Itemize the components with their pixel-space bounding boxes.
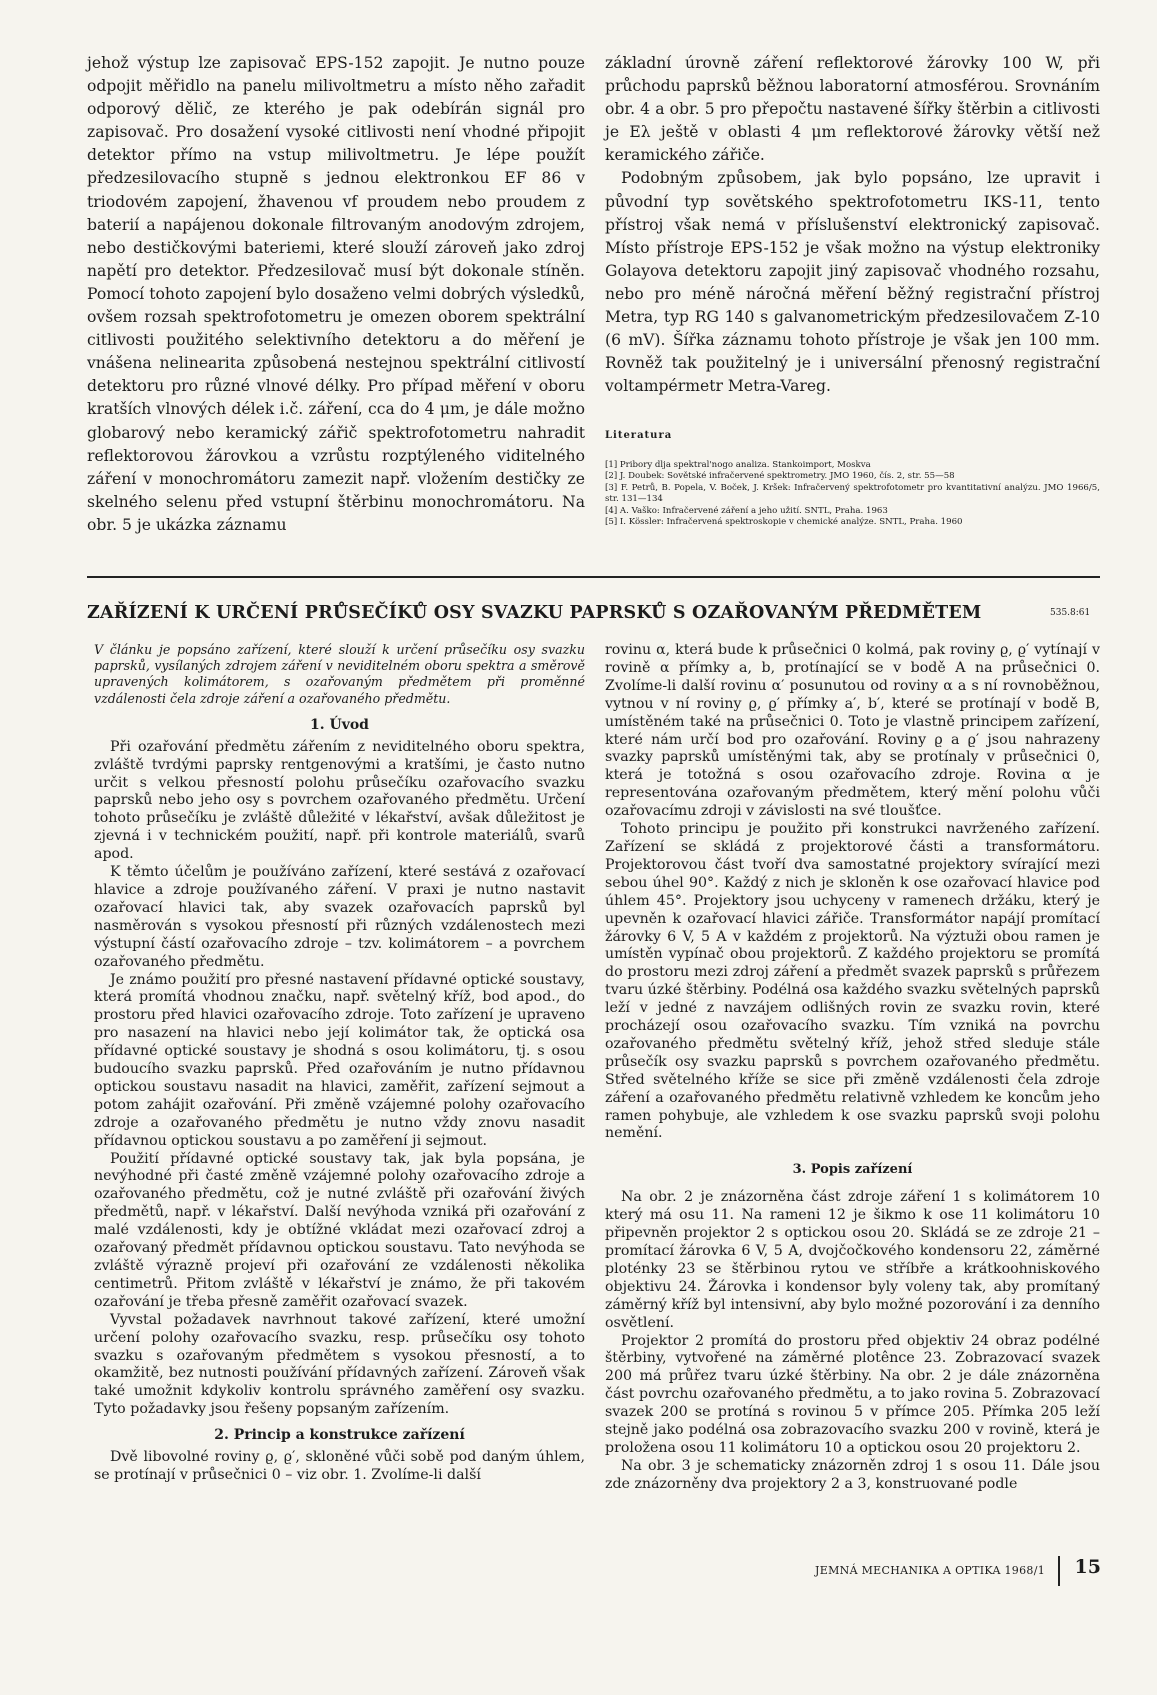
article-right-column (605, 642, 1100, 1494)
classification-code: 535.8:61 (1050, 608, 1091, 618)
paragraph: Vyvstal požadavek navrhnout takové zařízení, které umožní určení polohy ozařovacího svazku, resp. průsečíku osy tohoto svazku s ozařovaným předmětem s vysokou přesností, a to okamžitě, bez nutnosti používání přídavných zařízení. Zároveň však také umožnit kdykoliv kontrolu správného zaměření osy svazku. Tyto požadavky jsou řešeny popsaným zařízením. (94, 1311, 585, 1418)
footer-separator (1058, 1556, 1060, 1586)
reference-item: [1] Pribory dlja spektral'nogo analiza. Stankoimport, Moskva (605, 459, 871, 470)
paragraph: Dvě libovolné roviny ϱ, ϱ′, skloněné vůči sobě pod daným úhlem, se protínají v průsečnici 0 – viz obr. 1. Zvolíme-li další (94, 1449, 585, 1483)
article-title: ZAŘÍZENÍ K URČENÍ PRŮSEČÍKŮ OSY SVAZKU PAPRSKŮ S OZAŘOVANÝM PŘEDMĚTEM (87, 603, 982, 623)
paragraph: Při ozařování předmětu zářením z neviditelného oboru spektra, zvláště tvrdými paprsky rentgenovými a kratšími, je často nutno určit s velkou přesností polohu průsečíku ozařovacího svazku paprsků nebo jeho osy s povrchem ozařovaného předmětu. Určení tohoto průsečíku je zvláště důležité v lékařství, avšak důležitost je zjevná i v technickém použití, např. při kontrole materiálů, svarů apod. (94, 738, 585, 863)
page-number: 15 (1074, 1556, 1101, 1578)
paragraph: Použití přídavné optické soustavy tak, jak byla popsána, je nevýhodné při časté změně vzájemné polohy ozařovacího zdroje a ozařovaného předmětu, což je nutné zvláště při ozařování živých předmětů, např. v lékařství. Další nevýhoda vzniká při ozařování z malé vzdálenosti, kdy je obtížné vkládat mezi ozařovací zdroj a ozařovaný předmět přídavnou optickou soustavu. Tato nevýhoda se zvláště výrazně projeví při ozařování ze vzdálenosti několika centimetrů. Přitom zvláště v lékařství je známo, že při takovém ozařování je třeba přesně zaměřit ozařovací svazek. (94, 1150, 585, 1310)
paragraph: Na obr. 2 je znázorněna část zdroje záření 1 s kolimátorem 10 který má osu 11. Na rameni 12 je šikmo k ose 11 kolimátoru 10 připevněn projektor 2 s optickou osou 20. Skládá se ze zdroje 21 – promítací žárovka 6 V, 5 A, dvojčočkového kondensoru 22, záměrné ploténky 23 se štěrbinou rytou ve stříbře a krátkoohniskového objektivu 24. Žárovka i kondensor byly voleny tak, aby promítaný záměrný kříž byl intensivní, aby bylo možné pozorování i za denního osvětlení. (605, 1189, 1100, 1331)
paragraph: Na obr. 3 je schematicky znázorněn zdroj 1 s osou 11. Dále jsou zde znázorněny dva projektory 2 a 3, konstruované podle (605, 1457, 1100, 1492)
journal-name: JEMNÁ MECHANIKA A OPTIKA 1968/1 (815, 1564, 1045, 1577)
paragraph: Je známo použití pro přesné nastavení přídavné optické soustavy, která promítá vhodnou značku, např. světelný kříž, bod apod., do prostoru před hlavici ozařovacího zdroje. Toto zařízení je upraveno pro nasazení na hlavici nebo její kolimátor tak, že optická osa přídavné optické soustavy je shodná s osou kolimátoru, tj. s osou budoucího svazku paprsků. Před ozařováním je nutno přídavnou optickou soustavu nasadit na hlavici, zaměřit, zařízení sejmout a potom zahájit ozařování. Při změně vzájemné polohy ozařovacího zdroje a ozařovaného předmětu je nutno vždy znovu nasadit přídavnou optickou soustavu a po zaměření ji sejmout. (94, 971, 585, 1149)
paragraph: rovinu α, která bude k průsečnici 0 kolmá, pak roviny ϱ, ϱ′ vytínají v rovině α přímky a, b, protínající se v bodě A na průsečnici 0. Zvolíme-li další rovinu α′ posunutou od roviny α a s ní rovnoběžnou, vytnou v ní roviny ϱ, ϱ′ přímky a′, b′, které se protínají v bodě B, umístěném také na průsečnici 0. Toto je vlastně principem zařízení, které nám určí bod pro ozařování. Roviny ϱ a ϱ′ jsou nahrazeny svazky paprsků umístěnými tak, aby se protínaly v průsečnici 0, která je totožná s osou ozařovacího zdroje. Rovina α je representována ozařovaným předmětem, který mění polohu vůči ozařovacímu zdroji v závislosti na své tloušťce. (605, 642, 1100, 820)
reference-item: [5] I. Kössler: Infračervená spektroskopie v chemické analýze. SNTL, Praha. 1960 (605, 517, 963, 527)
paragraph: Tohoto principu je použito při konstrukci navrženého zařízení. Zařízení se skládá z projektorové části a transformátoru. Projektorovou část tvoří dva samostatné projektory svírající mezi sebou úhel 90°. Každý z nich je skloněn k ose ozařovací hlavice pod úhlem 45°. Projektory jsou uchyceny v ramenech držáku, který je upevněn k ozařovací hlavici zářiče. Transformátor napájí promítací žárovky 6 V, 5 A v každém z projektorů. Na výztuži obou ramen je umístěn vypínač obou projektorů. Z každého projektoru se promítá do prostoru mezi zdroj záření a předmět svazek paprsků s průřezem tvaru úzké štěrbiny. Podélná osa každého svazku světelných paprsků leží v jedné z navzájem odlišných rovin ze svazku rovin, které procházejí osou ozařovacího svazku. Tím vzniká na povrchu ozařovaného předmětu světelný kříž, jehož střed sleduje stále průsečík osy svazku paprsků s povrchem ozařovaného předmětu. Střed světelného kříže se sice při změně vzdálenosti čela zdroje záření a ozařovaného předmětu relativně vzhledem ke koncům jeho ramen pohybuje, ale vzhledem k ose svazku paprsků svoji polohu nemění. (605, 821, 1100, 1142)
section-heading: 3. Popis zařízení (792, 1162, 913, 1178)
top-right-column (605, 52, 1100, 529)
article-left-column (94, 642, 585, 1485)
top-left-column (87, 52, 585, 537)
references-list (605, 460, 1100, 529)
paragraph: základní úrovně záření reflektorové žárovky 100 W, při průchodu paprsků běžnou laboratorní atmosférou. Srovnáním obr. 4 a obr. 5 pro přepočtu nastavené šířky štěrbin a citlivosti je Eλ ještě v oblasti 4 μm reflektorové žárovky větší než keramického zářiče. (605, 54, 1100, 165)
reference-item: [3] F. Petrů, B. Popela, V. Boček, J. Kršek: Infračervený spektrofotometr pro kvantitativní analýzu. JMO 1966/5, str. 131—134 (605, 482, 1100, 504)
section-heading: 2. Princip a konstrukce zařízení (214, 1427, 465, 1444)
section-divider (87, 576, 1100, 578)
paragraph: Podobným způsobem, jak bylo popsáno, lze upravit i původní typ sovětského spektrofotometru IKS-11, tento přístroj však nemá v příslušenství elektronický zapisovač. Místo přístroje EPS-152 je však možno na výstup elektroniky Golayova detektoru zapojit jiný zapisovač vhodného rozsahu, nebo pro méně náročná měření běžný registrační přístroj Metra, typ RG 140 s galvanometrickým předzesilovačem Z-10 (6 mV). Šířka záznamu tohoto přístroje je však jen 100 mm. Rovněž tak použitelný je i universální přenosný registrační voltampérmetr Metra-Vareg. (605, 169, 1100, 396)
paragraph: jehož výstup lze zapisovač EPS-152 zapojit. Je nutno pouze odpojit měřidlo na panelu milivoltmetru a místo něho zařadit odporový dělič, ze kterého je pak odebírán signál pro zapisovač. Pro dosažení vysoké citlivosti není vhodné připojit detektor přímo na vstup milivoltmetru. Je lépe použít předzesilovacího stupně s jednou elektronkou EF 86 v triodovém zapojení, žhavenou vf proudem nebo proudem z baterií a napájenou dokonale filtrovaným anodovým zdrojem, nebo destičkovými bateriemi, které slouží zároveň jako zdroj napětí pro detektor. Předzesilovač musí být dokonale stíněn. Pomocí tohoto zapojení bylo dosaženo velmi dobrých výsledků, ovšem rozsah spektrofotometru je omezen oborem spektrální citlivosti použitého selektivního detektoru a do měření je vnášena nelinearita způsobená nestejnou spektrální citlivostí detektoru pro různé vlnové délky. Pro případ měření v oboru kratších vlnových délek i.č. záření, cca do 4 μm, je dále možno globarový nebo keramický zářič spektrofotometru nahradit reflektorovou žárovkou a vzrůstu rozptýleného viditelného záření v monochromátoru zamezit např. vložením destičky ze skelného selenu před vstupní štěrbinu monochromátoru. Na obr. 5 je ukázka záznamu (87, 54, 585, 534)
reference-item: [2] J. Doubek: Sovětské infračervené spektrometry. JMO 1960, čís. 2, str. 55—58 (605, 471, 955, 481)
reference-item: [4] A. Vaško: Infračervené záření a jeho užití. SNTL, Praha. 1963 (605, 505, 888, 516)
references-title: Literatura (605, 430, 673, 442)
section-heading: 1. Úvod (310, 716, 369, 733)
paragraph: K těmto účelům je používáno zařízení, které sestává z ozařovací hlavice a zdroje používaného záření. V praxi je nutno nastavit ozařovací hlavici tak, aby svazek ozařovacích paprsků byl nasměrován s vysokou přesností při různých vzdálenostech mezi výstupní částí ozařovacího zdroje – tzv. kolimátorem – a povrchem ozařovaného předmětu. (94, 864, 585, 970)
article-abstract: V článku je popsáno zařízení, které slouží k určení průsečíku osy svazku paprsků, vysílaných zdrojem záření v neviditelném oboru spektra a směrově upravených kolimátorem, s ozařovaným předmětem při proměnné vzdálenosti čela zdroje záření a ozařovaného předmětu. (94, 642, 585, 706)
paragraph: Projektor 2 promítá do prostoru před objektiv 24 obraz podélné štěrbiny, vytvořené na záměrné plotênce 23. Zobrazovací svazek 200 má průřez tvaru úzké štěrbiny. Na obr. 2 je dále znázorněna část povrchu ozařovaného předmětu, a to jako rovina 5. Zobrazovací svazek 200 se protíná s rovinou 5 v přímce 205. Přímka 205 leží stejně jako podélná osa zobrazovacího svazku 200 v rovině, která je proložena osou 11 kolimátoru 10 a optickou osou 20 projektoru 2. (605, 1332, 1100, 1456)
